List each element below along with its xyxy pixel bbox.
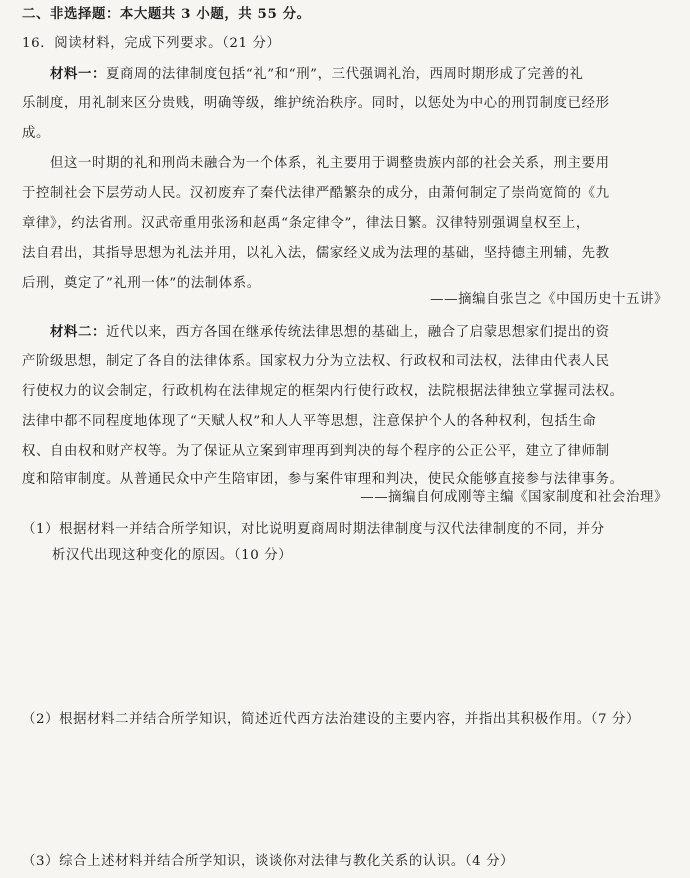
- sub-question-2: （2）根据材料二并结合所学知识，简述近代西方法治建设的主要内容，并指出其积极作用。（7 分）: [22, 712, 640, 727]
- material1-line: 成。: [22, 126, 50, 141]
- material1-line: 章律》，约法省刑。汉武帝重用张汤和赵禹“条定律令”，律法日繁。汉律特别强调皇权至上，: [22, 216, 590, 231]
- sub-question-1-cont: 析汉代出现这种变化的原因。（10 分）: [52, 548, 293, 563]
- material1-line-text: 夏商周的法律制度包括“礼”和“刑”，三代强调礼治，西周时期形成了完善的礼: [105, 67, 584, 82]
- material2-line-text: 近代以来，西方各国在继承传统法律思想的基础上，融合了启蒙思想家们提出的资: [105, 325, 610, 340]
- material2-line: 行使权力的议会制定，行政机构在法律规定的框架内行使行政权，法院根据法律独立掌握司法权。: [22, 384, 624, 399]
- material2-line: 度和陪审制度。从普通民众中产生陪审团，参与案件审理和判决，使民众能够直接参与法律事务。: [22, 472, 624, 487]
- question-title: 16．阅读材料，完成下列要求。（21 分）: [22, 36, 281, 51]
- material2-line: [50, 322, 672, 343]
- material1-line: 法自君出，其指导思想为礼法并用，以礼入法，儒家经义成为法理的基础，坚持德主刑辅，先教: [22, 246, 610, 261]
- material1-source: ——摘编自张岂之《中国历史十五讲》: [430, 292, 668, 307]
- material1-line: 后刑，奠定了”礼刑一体”的法制体系。: [22, 276, 261, 291]
- material1-line: [50, 64, 672, 85]
- material2-source: ——摘编自何成刚等主编《国家制度和社会治理》: [360, 490, 668, 505]
- material2-label: 材料二：: [50, 324, 106, 340]
- sub-question-1: （1）根据材料一并结合所学知识，对比说明夏商周时期法律制度与汉代法律制度的不同，并分: [22, 522, 605, 537]
- sub-question-3: （3）综合上述材料并结合所学知识，谈谈你对法律与教化关系的认识。（4 分）: [22, 854, 515, 869]
- material2-line: 法律中都不同程度地体现了“天赋人权”和人人平等思想，注意保护个人的各种权利，包括生命: [22, 414, 597, 429]
- material2-line: 产阶级思想，制定了各自的法律体系。国家权力分为立法权、行政权和司法权，法律由代表人民: [22, 354, 610, 369]
- section-header: 二、非选择题：本大题共 3 小题，共 55 分。: [22, 6, 311, 22]
- material2-line: 权、自由权和财产权等。为了保证从立案到审理再到判决的每个程序的公正公平，建立了律师制: [22, 444, 610, 459]
- material1-line: 于控制社会下层劳动人民。汉初废弃了秦代法律严酷繁杂的成分，由萧何制定了崇尚宽简的《九: [22, 186, 610, 201]
- material1-line: 但这一时期的礼和刑尚未融合为一个体系，礼主要用于调整贵族内部的社会关系，刑主要用: [50, 156, 610, 171]
- material1-line: 乐制度，用礼制来区分贵贱，明确等级，维护统治秩序。同时，以惩处为中心的刑罚制度已经形: [22, 96, 610, 111]
- material1-label: 材料一：: [50, 66, 106, 82]
